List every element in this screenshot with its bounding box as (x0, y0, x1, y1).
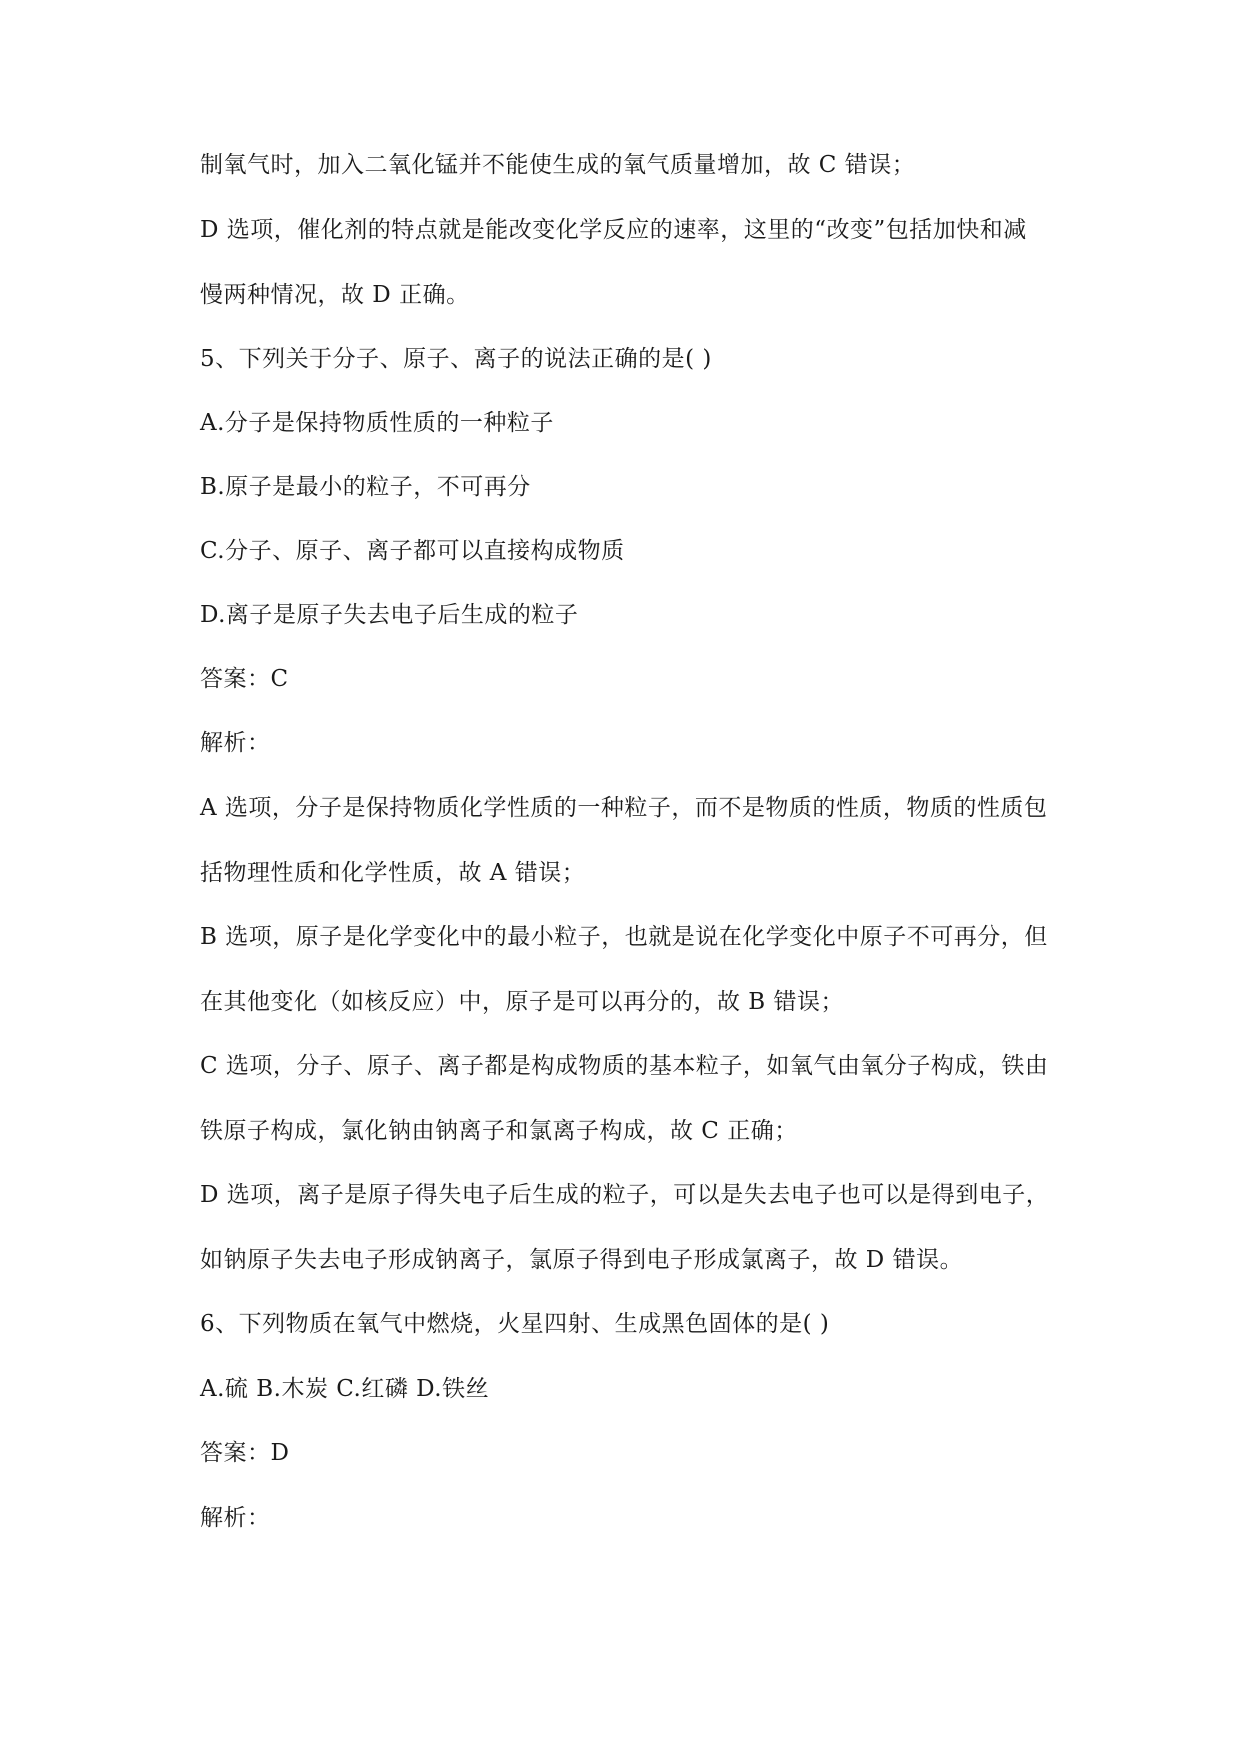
text-line: C 选项，分子、原子、离子都是构成物质的基本粒子，如氧气由氧分子构成，铁由 (200, 1053, 1049, 1079)
text-line: 铁原子构成，氯化钠由钠离子和氯离子构成，故 C 正确； (200, 1118, 798, 1144)
question-6-stem: 6、下列物质在氧气中燃烧，火星四射、生成黑色固体的是( ) (200, 1311, 830, 1337)
text-line: 制氧气时，加入二氧化锰并不能使生成的氧气质量增加，故 C 错误； (200, 152, 916, 178)
question-5-option-b: B.原子是最小的粒子，不可再分 (200, 474, 531, 500)
text-line: D 选项，催化剂的特点就是能改变化学反应的速率，这里的“改变”包括加快和减 (200, 217, 1027, 243)
text-line: 如钠原子失去电子形成钠离子，氯原子得到电子形成氯离子，故 D 错误。 (200, 1247, 964, 1273)
text-line: B 选项，原子是化学变化中的最小粒子，也就是说在化学变化中原子不可再分，但 (200, 924, 1048, 950)
document-page (200, 0, 1120, 1754)
question-5-analysis-heading: 解析： (200, 730, 271, 756)
text-line: 在其他变化（如核反应）中，原子是可以再分的，故 B 错误； (200, 989, 845, 1015)
question-6-analysis-heading: 解析： (200, 1505, 271, 1531)
question-6-options: A.硫 B.木炭 C.红磷 D.铁丝 (200, 1376, 490, 1402)
question-5-option-a: A.分子是保持物质性质的一种粒子 (200, 410, 554, 436)
text-line: 括物理性质和化学性质，故 A 错误； (200, 860, 586, 886)
question-5-option-d: D.离子是原子失去电子后生成的粒子 (200, 602, 579, 628)
text-line: D 选项，离子是原子得失电子后生成的粒子，可以是失去电子也可以是得到电子， (200, 1182, 1050, 1208)
text-line: 慢两种情况，故 D 正确。 (200, 282, 470, 308)
text-line: A 选项，分子是保持物质化学性质的一种粒子，而不是物质的性质，物质的性质包 (200, 795, 1048, 821)
question-5-option-c: C.分子、原子、离子都可以直接构成物质 (200, 538, 625, 564)
question-5-answer: 答案：C (200, 666, 289, 692)
question-5-stem: 5、下列关于分子、原子、离子的说法正确的是( ) (200, 346, 712, 372)
question-6-answer: 答案：D (200, 1440, 290, 1466)
